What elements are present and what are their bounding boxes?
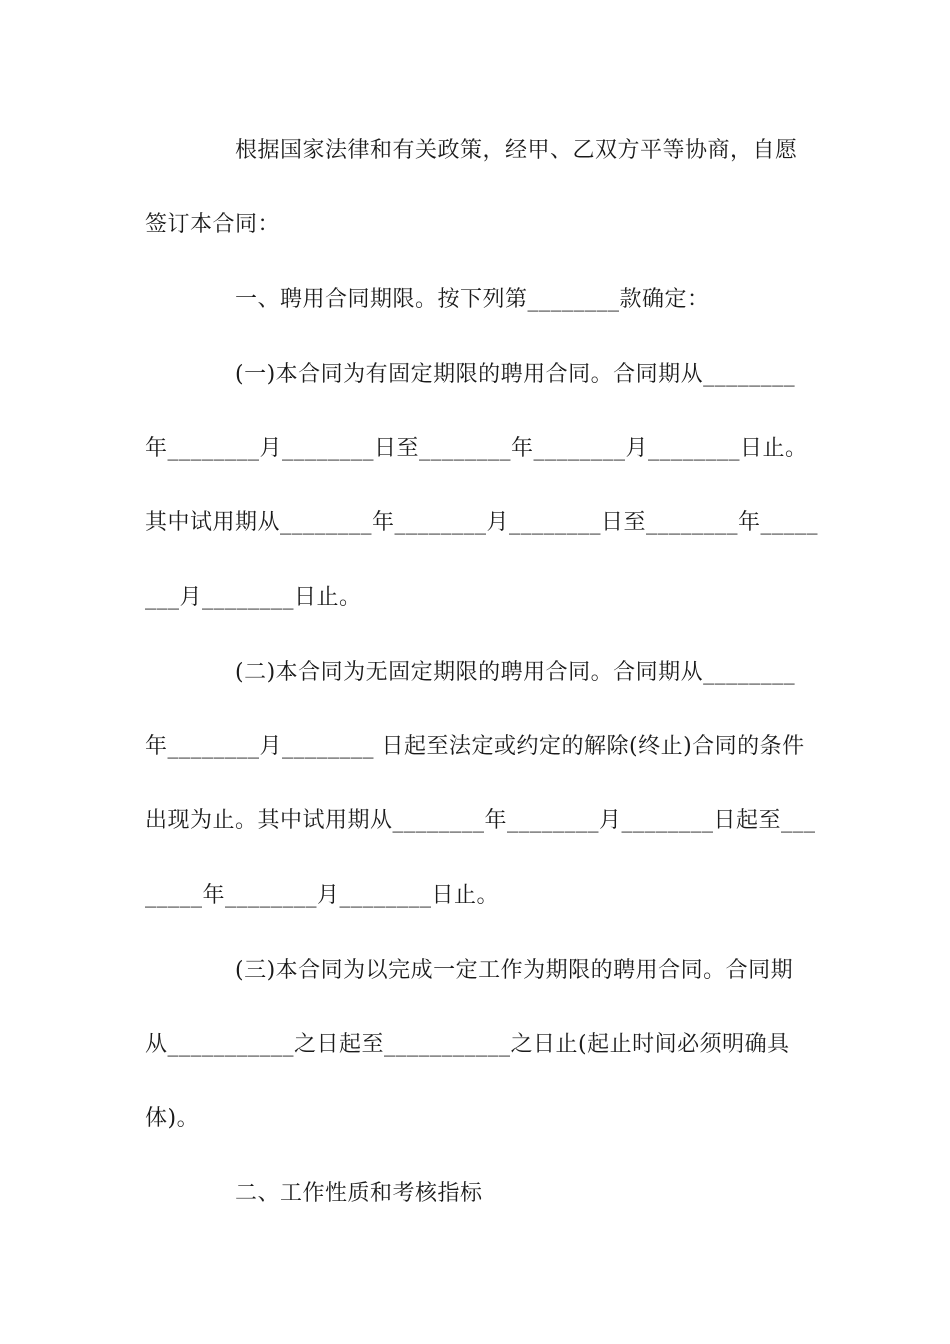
clause-1-line-3: 其中试用期从________年________月________日至________年_____ bbox=[145, 510, 819, 535]
clause-2-line-1: (二)本合同为无固定期限的聘用合同。合同期从________ bbox=[235, 660, 796, 685]
clause-3-line-1: (三)本合同为以完成一定工作为期限的聘用合同。合同期 bbox=[235, 958, 794, 983]
section-1-heading: 一、聘用合同期限。按下列第________款确定： bbox=[235, 287, 710, 312]
clause-1-line-2: 年________月________日至________年________月________日止。 bbox=[145, 436, 808, 461]
clause-2-line-2: 年________月________ 日起至法定或约定的解除(终止)合同的条件 bbox=[145, 734, 805, 759]
clause-2-line-4: _____年________月________日止。 bbox=[145, 883, 500, 908]
clause-2-line-3: 出现为止。其中试用期从________年________月________日起至___ bbox=[145, 808, 816, 833]
clause-1-line-1: (一)本合同为有固定期限的聘用合同。合同期从________ bbox=[235, 362, 796, 387]
clause-3-line-2: 从___________之日起至___________之日止(起止时间必须明确具 bbox=[145, 1032, 790, 1057]
paragraph-intro-line-2: 签订本合同： bbox=[145, 212, 281, 237]
paragraph-intro-line-1: 根据国家法律和有关政策，经甲、乙双方平等协商，自愿 bbox=[235, 138, 798, 163]
section-2-heading: 二、工作性质和考核指标 bbox=[235, 1181, 483, 1206]
clause-1-line-4: ___月________日止。 bbox=[145, 585, 362, 610]
clause-3-line-3: 体)。 bbox=[145, 1106, 200, 1131]
